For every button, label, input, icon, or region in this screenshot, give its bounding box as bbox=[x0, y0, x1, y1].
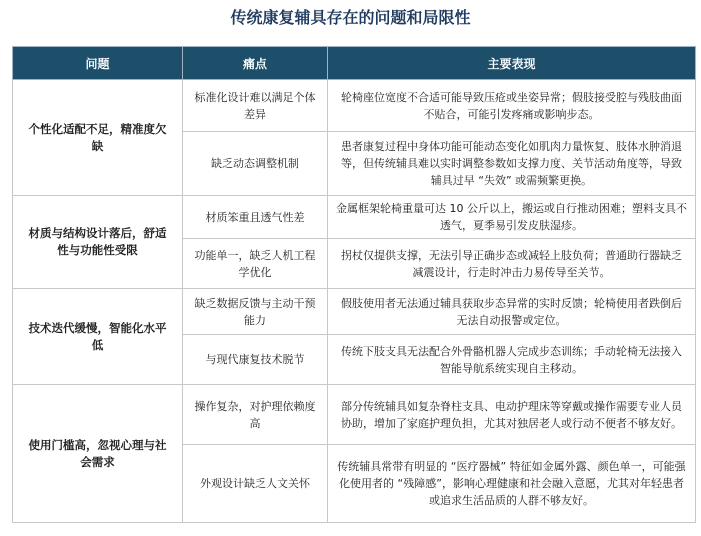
pain-cell: 功能单一，缺乏人机工程学优化 bbox=[183, 239, 328, 289]
issue-cell: 个性化适配不足，精准度欠缺 bbox=[13, 80, 183, 196]
header-issue: 问题 bbox=[13, 47, 183, 80]
pain-cell: 外观设计缺乏人文关怀 bbox=[183, 445, 328, 523]
table-row bbox=[13, 289, 696, 335]
detail-cell: 金属框架轮椅重量可达 10 公斤以上，搬运或自行推动困难；塑料支具不透气，夏季易引发皮肤湿疹。 bbox=[328, 196, 696, 239]
page-title: 传统康复辅具存在的问题和局限性 bbox=[230, 8, 471, 27]
detail-cell: 部分传统辅具如复杂脊柱支具、电动护理床等穿戴或操作需要专业人员协助，增加了家庭护理负担，尤其对独居老人或行动不便者不够友好。 bbox=[328, 385, 696, 445]
issue-cell: 使用门槛高，忽视心理与社会需求 bbox=[13, 385, 183, 523]
detail-cell: 假肢使用者无法通过辅具获取步态异常的实时反馈；轮椅使用者跌倒后无法自动报警或定位。 bbox=[328, 289, 696, 335]
detail-cell: 传统辅具常带有明显的 “医疗器械” 特征如金属外露、颜色单一，可能强化使用者的 “残障感”，影响心理健康和社会融入意愿，尤其对年轻患者或追求生活品质的人群不够友好。 bbox=[328, 445, 696, 523]
pain-cell: 缺乏数据反馈与主动干预能力 bbox=[183, 289, 328, 335]
pain-cell: 标准化设计难以满足个体差异 bbox=[183, 80, 328, 132]
table-row bbox=[13, 385, 696, 445]
detail-cell: 拐杖仅提供支撑，无法引导正确步态或减轻上肢负荷；普通助行器缺乏减震设计，行走时冲击力易传导至关节。 bbox=[328, 239, 696, 289]
table-row bbox=[13, 80, 696, 132]
header-pain: 痛点 bbox=[183, 47, 328, 80]
issue-cell: 材质与结构设计落后，舒适性与功能性受限 bbox=[13, 196, 183, 289]
pain-cell: 材质笨重且透气性差 bbox=[183, 196, 328, 239]
table-row bbox=[13, 196, 696, 239]
detail-cell: 轮椅座位宽度不合适可能导致压疮或坐姿异常；假肢接受腔与残肢曲面不贴合，可能引发疼痛或影响步态。 bbox=[328, 80, 696, 132]
pain-cell: 缺乏动态调整机制 bbox=[183, 132, 328, 196]
detail-cell: 患者康复过程中身体功能可能动态变化如肌肉力量恢复、肢体水肿消退等，但传统辅具难以实时调整参数如支撑力度、关节活动角度等，导致辅具过早 “失效” 或需频繁更换。 bbox=[328, 132, 696, 196]
table-header-row bbox=[13, 47, 696, 80]
header-detail: 主要表现 bbox=[328, 47, 696, 80]
pain-cell: 与现代康复技术脱节 bbox=[183, 335, 328, 385]
pain-cell: 操作复杂，对护理依赖度高 bbox=[183, 385, 328, 445]
detail-cell: 传统下肢支具无法配合外骨骼机器人完成步态训练；手动轮椅无法接入智能导航系统实现自主移动。 bbox=[328, 335, 696, 385]
issue-cell: 技术迭代缓慢，智能化水平低 bbox=[13, 289, 183, 385]
issues-table bbox=[12, 46, 696, 523]
